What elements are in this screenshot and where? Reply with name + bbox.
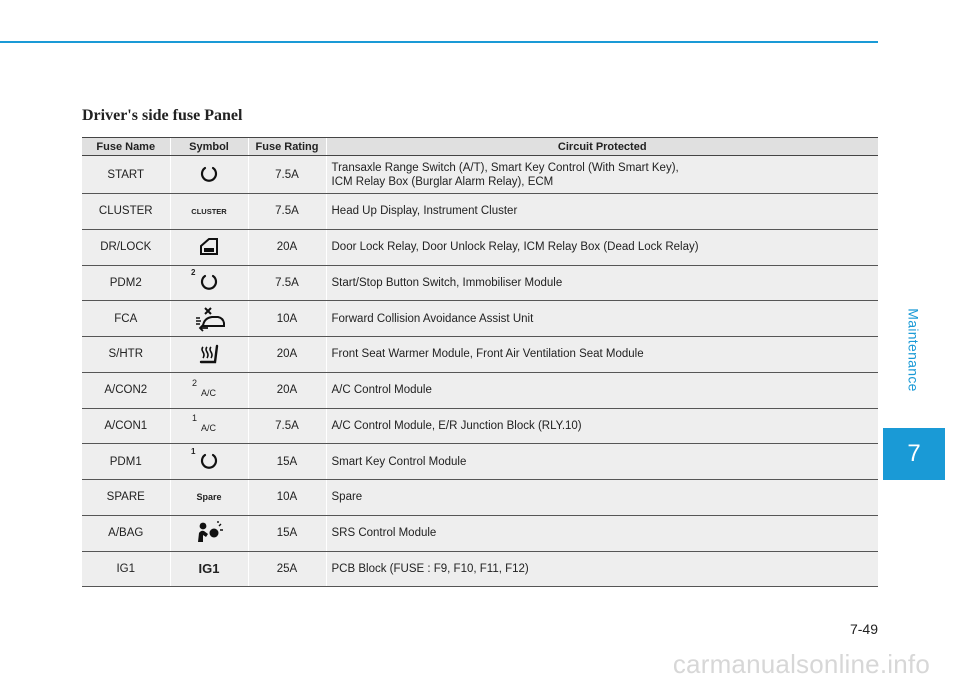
fuse-rating: 15A (248, 444, 326, 480)
symbol-number: 2 (192, 377, 198, 388)
circuit-protected: Head Up Display, Instrument Cluster (326, 194, 878, 230)
side-tab-label-text: Maintenance (906, 308, 922, 392)
circuit-protected: Door Lock Relay, Door Unlock Relay, ICM Relay Box (Dead Lock Relay) (326, 229, 878, 265)
symbol-text: A/C (201, 387, 217, 398)
fuse-symbol (170, 229, 248, 265)
symbol-superscript: 1 (191, 446, 196, 456)
fuse-rating: 10A (248, 480, 326, 516)
fuse-table (82, 137, 878, 587)
fuse-rating: 20A (248, 229, 326, 265)
circuit-protected: Forward Collision Avoidance Assist Unit (326, 301, 878, 337)
airbag-icon (194, 521, 224, 545)
table-row (82, 515, 878, 551)
fuse-symbol (170, 156, 248, 194)
watermark: carmanualsonline.info (672, 649, 930, 679)
page-number: 7-49 (849, 621, 878, 637)
fuse-rating: 7.5A (248, 156, 326, 194)
header-circuit-protected: Circuit Protected (326, 138, 878, 156)
fuse-symbol (170, 337, 248, 373)
fuse-rating: 7.5A (248, 265, 326, 301)
fuse-symbol (170, 551, 248, 587)
fuse-rating: 10A (248, 301, 326, 337)
circuit-protected: PCB Block (FUSE : F9, F10, F11, F12) (326, 551, 878, 587)
table-row (82, 480, 878, 516)
key-icon (197, 451, 221, 473)
table-row (82, 337, 878, 373)
fuse-rating: 15A (248, 515, 326, 551)
key-symbol (191, 267, 221, 294)
fuse-symbol (170, 515, 248, 551)
fuse-name: SPARE (82, 480, 170, 516)
fuse-name: A/CON2 (82, 372, 170, 408)
symbol-superscript: 2 (191, 267, 196, 277)
circuit-protected: Start/Stop Button Switch, Immobiliser Module (326, 265, 878, 301)
fuse-symbol (170, 372, 248, 408)
fuse-symbol-text: Spare (196, 492, 222, 503)
fuse-name: DR/LOCK (82, 229, 170, 265)
fuse-symbol-text: CLUSTER (191, 207, 227, 217)
symbol-text: A/C (201, 423, 217, 434)
table-row (82, 444, 878, 480)
fuse-rating: 7.5A (248, 408, 326, 444)
fuse-symbol (170, 265, 248, 301)
circuit-protected: Spare (326, 480, 878, 516)
table-row (82, 301, 878, 337)
header-symbol: Symbol (170, 138, 248, 156)
fuse-rating: 20A (248, 337, 326, 373)
circuit-protected: Smart Key Control Module (326, 444, 878, 480)
fuse-symbol (170, 480, 248, 516)
ac-symbol (192, 413, 226, 435)
side-tab-label (883, 280, 945, 420)
fuse-name: IG1 (82, 551, 170, 587)
table-row (82, 408, 878, 444)
circuit-line: Transaxle Range Switch (A/T), Smart Key Control (With Smart Key), (331, 161, 679, 174)
fuse-symbol (170, 444, 248, 480)
top-rule (0, 41, 878, 43)
table-row (82, 156, 878, 194)
table-row (82, 372, 878, 408)
fuse-name: FCA (82, 301, 170, 337)
key-symbol (191, 446, 221, 473)
circuit-protected: A/C Control Module (326, 372, 878, 408)
fuse-rating: 20A (248, 372, 326, 408)
key-icon (197, 272, 221, 294)
fuse-name: CLUSTER (82, 194, 170, 230)
circuit-protected: Front Seat Warmer Module, Front Air Ventilation Seat Module (326, 337, 878, 373)
door-lock-icon (197, 236, 221, 258)
fuse-name: A/BAG (82, 515, 170, 551)
fuse-name: A/CON1 (82, 408, 170, 444)
circuit-protected: SRS Control Module (326, 515, 878, 551)
fuse-name: S/HTR (82, 337, 170, 373)
fuse-name: PDM2 (82, 265, 170, 301)
seat-heater-icon (196, 342, 222, 366)
fuse-symbol (170, 408, 248, 444)
collision-avoidance-icon (190, 306, 228, 332)
fuse-symbol (170, 194, 248, 230)
table-row (82, 229, 878, 265)
circuit-protected (326, 156, 878, 194)
circuit-protected: A/C Control Module, E/R Junction Block (RLY.10) (326, 408, 878, 444)
header-fuse-name: Fuse Name (82, 138, 170, 156)
table-row (82, 265, 878, 301)
header-fuse-rating: Fuse Rating (248, 138, 326, 156)
fuse-name: PDM1 (82, 444, 170, 480)
start-key-icon (197, 164, 221, 186)
fuse-rating: 25A (248, 551, 326, 587)
fuse-symbol-text: IG1 (198, 561, 220, 577)
circuit-line: ICM Relay Box (Burglar Alarm Relay), ECM (331, 175, 554, 188)
table-row (82, 551, 878, 587)
fuse-rating: 7.5A (248, 194, 326, 230)
table-row (82, 194, 878, 230)
table-header-row (82, 138, 878, 156)
section-title: Driver's side fuse Panel (82, 107, 243, 124)
fuse-symbol (170, 301, 248, 337)
ac-symbol (192, 378, 226, 400)
chapter-tab: 7 (883, 428, 945, 480)
symbol-number: 1 (192, 413, 198, 424)
fuse-name: START (82, 156, 170, 194)
